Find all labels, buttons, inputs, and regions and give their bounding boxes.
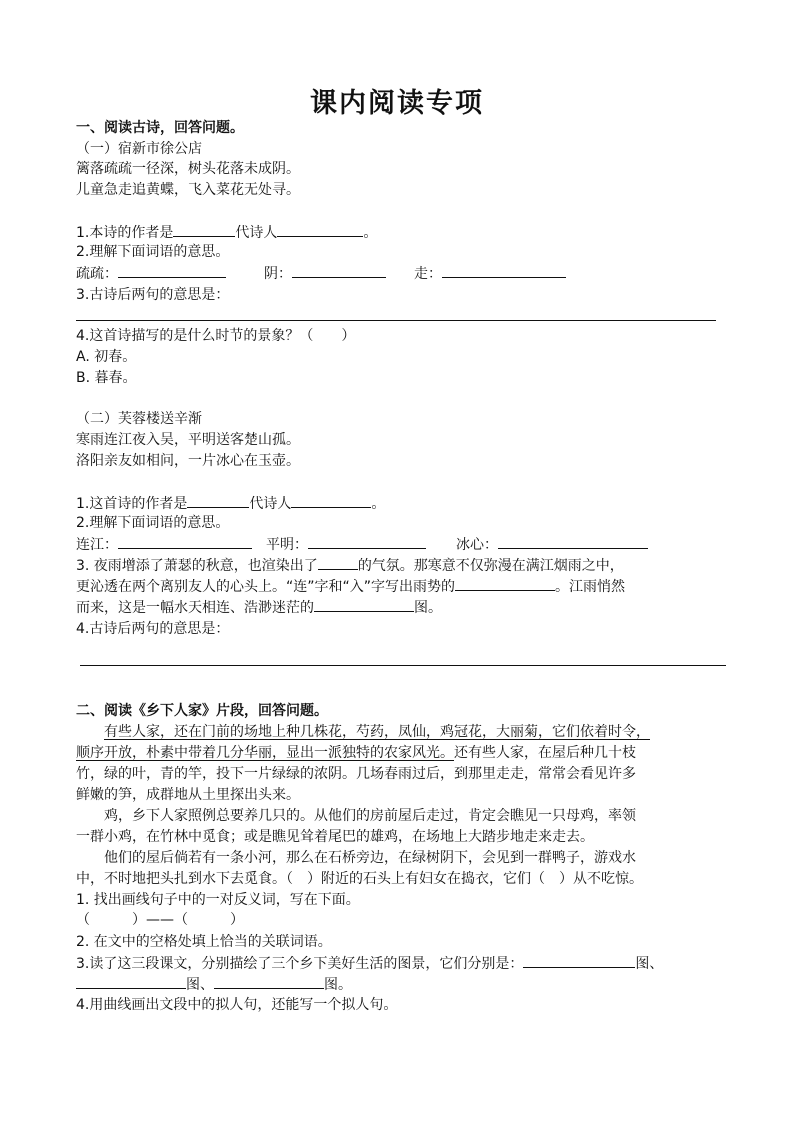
answer-blank[interactable]: [442, 263, 566, 278]
passage-p1-line1: [104, 722, 650, 742]
poem1-question3: 3.古诗后两句的意思是：: [76, 287, 230, 303]
answer-blank[interactable]: [214, 974, 324, 989]
poem2-question1: [76, 493, 385, 514]
section2-question3-line1: [76, 953, 663, 974]
poem1-question2: 2.理解下面词语的意思。: [76, 244, 230, 260]
q3-text: 而来，这是一幅水天相连、浩渺迷茫的: [76, 600, 314, 616]
answer-blank[interactable]: [291, 493, 371, 508]
answer-blank[interactable]: [277, 222, 363, 237]
section2-heading: 二、阅读《乡下人家》片段，回答问题。: [76, 703, 328, 719]
passage-p3-line1: 他们的屋后倘若有一条小河，那么在石桥旁边，在绿树阴下，会见到一群鸭子，游戏水: [104, 850, 636, 866]
q3-text: 更沁透在两个离别友人的心头上。“连”字和“入”字写出雨势的: [76, 579, 456, 595]
poem2-line2: 洛阳亲友如相问，一片冰心在玉壶。: [76, 453, 300, 469]
q3-text: 3. 夜雨增添了萧瑟的秋意，也渲染出了: [76, 558, 318, 574]
answer-blank[interactable]: [118, 534, 252, 549]
option-b: B. 暮春。: [76, 370, 137, 386]
q1-text-a: 1.本诗的作者是: [76, 225, 174, 241]
poem1-title: （一）宿新市徐公店: [76, 141, 202, 157]
word-label: 走：: [414, 266, 442, 282]
poem2-question2: 2.理解下面词语的意思。: [76, 515, 230, 531]
underlined-sentence: 有些人家，还在门前的场地上种几株花，芍药，凤仙，鸡冠花，大丽菊，它们依着时令，: [104, 724, 650, 740]
passage-p2-line2: 一群小鸡，在竹林中觅食；或是瞧见耸着尾巴的雄鸡，在场地上大踏步地走来走去。: [76, 829, 594, 845]
poem1-word-meanings: [76, 263, 566, 284]
q3-text: 图。: [414, 600, 442, 616]
section2-question1-answer[interactable]: （ ）——（ ）: [76, 912, 244, 928]
section1-heading: 一、阅读古诗，回答问题。: [76, 120, 244, 136]
poem2-title: （二）芙蓉楼送辛渐: [76, 411, 202, 427]
answer-blank[interactable]: [308, 534, 426, 549]
answer-blank[interactable]: [118, 263, 226, 278]
q3-text: 。江雨悄然: [555, 579, 626, 595]
poem2-word-meanings: [76, 534, 648, 555]
passage-text: 还有些人家，在屋后种几十枝: [454, 745, 636, 761]
section2-question1: 1. 找出画线句子中的一对反义词，写在下面。: [76, 892, 360, 908]
answer-blank[interactable]: [292, 263, 386, 278]
answer-blank[interactable]: [187, 493, 249, 508]
page-title: 课内阅读专项: [310, 88, 484, 119]
passage-p3-line2: 中，不时地把头扎到水下去觅食。（ ）附近的石头上有妇女在捣衣，它们（ ）从不吃惊。: [76, 871, 643, 887]
poem1-line1: 篱落疏疏一径深，树头花落未成阴。: [76, 161, 300, 177]
answer-line[interactable]: [80, 665, 726, 666]
word-label: 阴：: [264, 266, 292, 282]
option-a: A. 初春。: [76, 349, 137, 365]
underlined-sentence: 顺序开放，朴素中带着几分华丽，显出一派独特的农家风光。: [76, 745, 454, 761]
passage-p1-line4: 鲜嫩的笋，成群地从土里探出头来。: [76, 787, 300, 803]
poem2-question3-line1: [76, 555, 624, 576]
word-label: 平明：: [266, 537, 308, 553]
answer-blank[interactable]: [314, 597, 414, 612]
q1-text-c: 。: [371, 496, 386, 512]
section2-question3-line2: [76, 974, 352, 995]
section2-question4: 4.用曲线画出文段中的拟人句，还能写一个拟人句。: [76, 997, 398, 1013]
passage-p1-line2: [76, 743, 636, 763]
answer-blank[interactable]: [455, 576, 555, 591]
section2-question2: 2. 在文中的空格处填上恰当的关联词语。: [76, 934, 332, 950]
poem2-question3-line3: [76, 597, 442, 618]
passage-p1-line3: 竹，绿的叶，青的竿，投下一片绿绿的浓阴。几场春雨过后，到那里走走，常常会看见许多: [76, 766, 636, 782]
q1-text-b: 代诗人: [235, 225, 278, 241]
answer-line[interactable]: [76, 320, 716, 321]
answer-blank[interactable]: [173, 222, 235, 237]
answer-blank[interactable]: [498, 534, 648, 549]
answer-blank[interactable]: [318, 555, 358, 570]
passage-p2-line1: 鸡，乡下人家照例总要养几只的。从他们的房前屋后走过，肯定会瞧见一只母鸡，率领: [104, 808, 636, 824]
q3-text: 3.读了这三段课文，分别描绘了三个乡下美好生活的图景，它们分别是：: [76, 956, 524, 972]
q1-text-c: 。: [363, 225, 378, 241]
poem1-question4: 4.这首诗描写的是什么时节的景象？（ ）: [76, 328, 356, 344]
poem2-question3-line2: [76, 576, 625, 597]
word-label: 连江：: [76, 537, 118, 553]
q1-text-a: 1.这首诗的作者是: [76, 496, 188, 512]
word-label: 疏疏：: [76, 266, 118, 282]
poem2-question4: 4.古诗后两句的意思是：: [76, 621, 230, 637]
answer-blank[interactable]: [523, 953, 635, 968]
q3-text: 图。: [324, 977, 352, 993]
q1-text-b: 代诗人: [249, 496, 292, 512]
answer-blank[interactable]: [76, 974, 186, 989]
poem2-line1: 寒雨连江夜入吴，平明送客楚山孤。: [76, 432, 300, 448]
poem1-question1: [76, 222, 377, 243]
q3-text: 的气氛。那寒意不仅弥漫在满江烟雨之中，: [357, 558, 624, 574]
poem1-line2: 儿童急走追黄蝶，飞入菜花无处寻。: [76, 182, 300, 198]
q3-text: 图、: [635, 956, 664, 972]
q3-text: 图、: [186, 977, 214, 993]
word-label: 冰心：: [456, 537, 498, 553]
